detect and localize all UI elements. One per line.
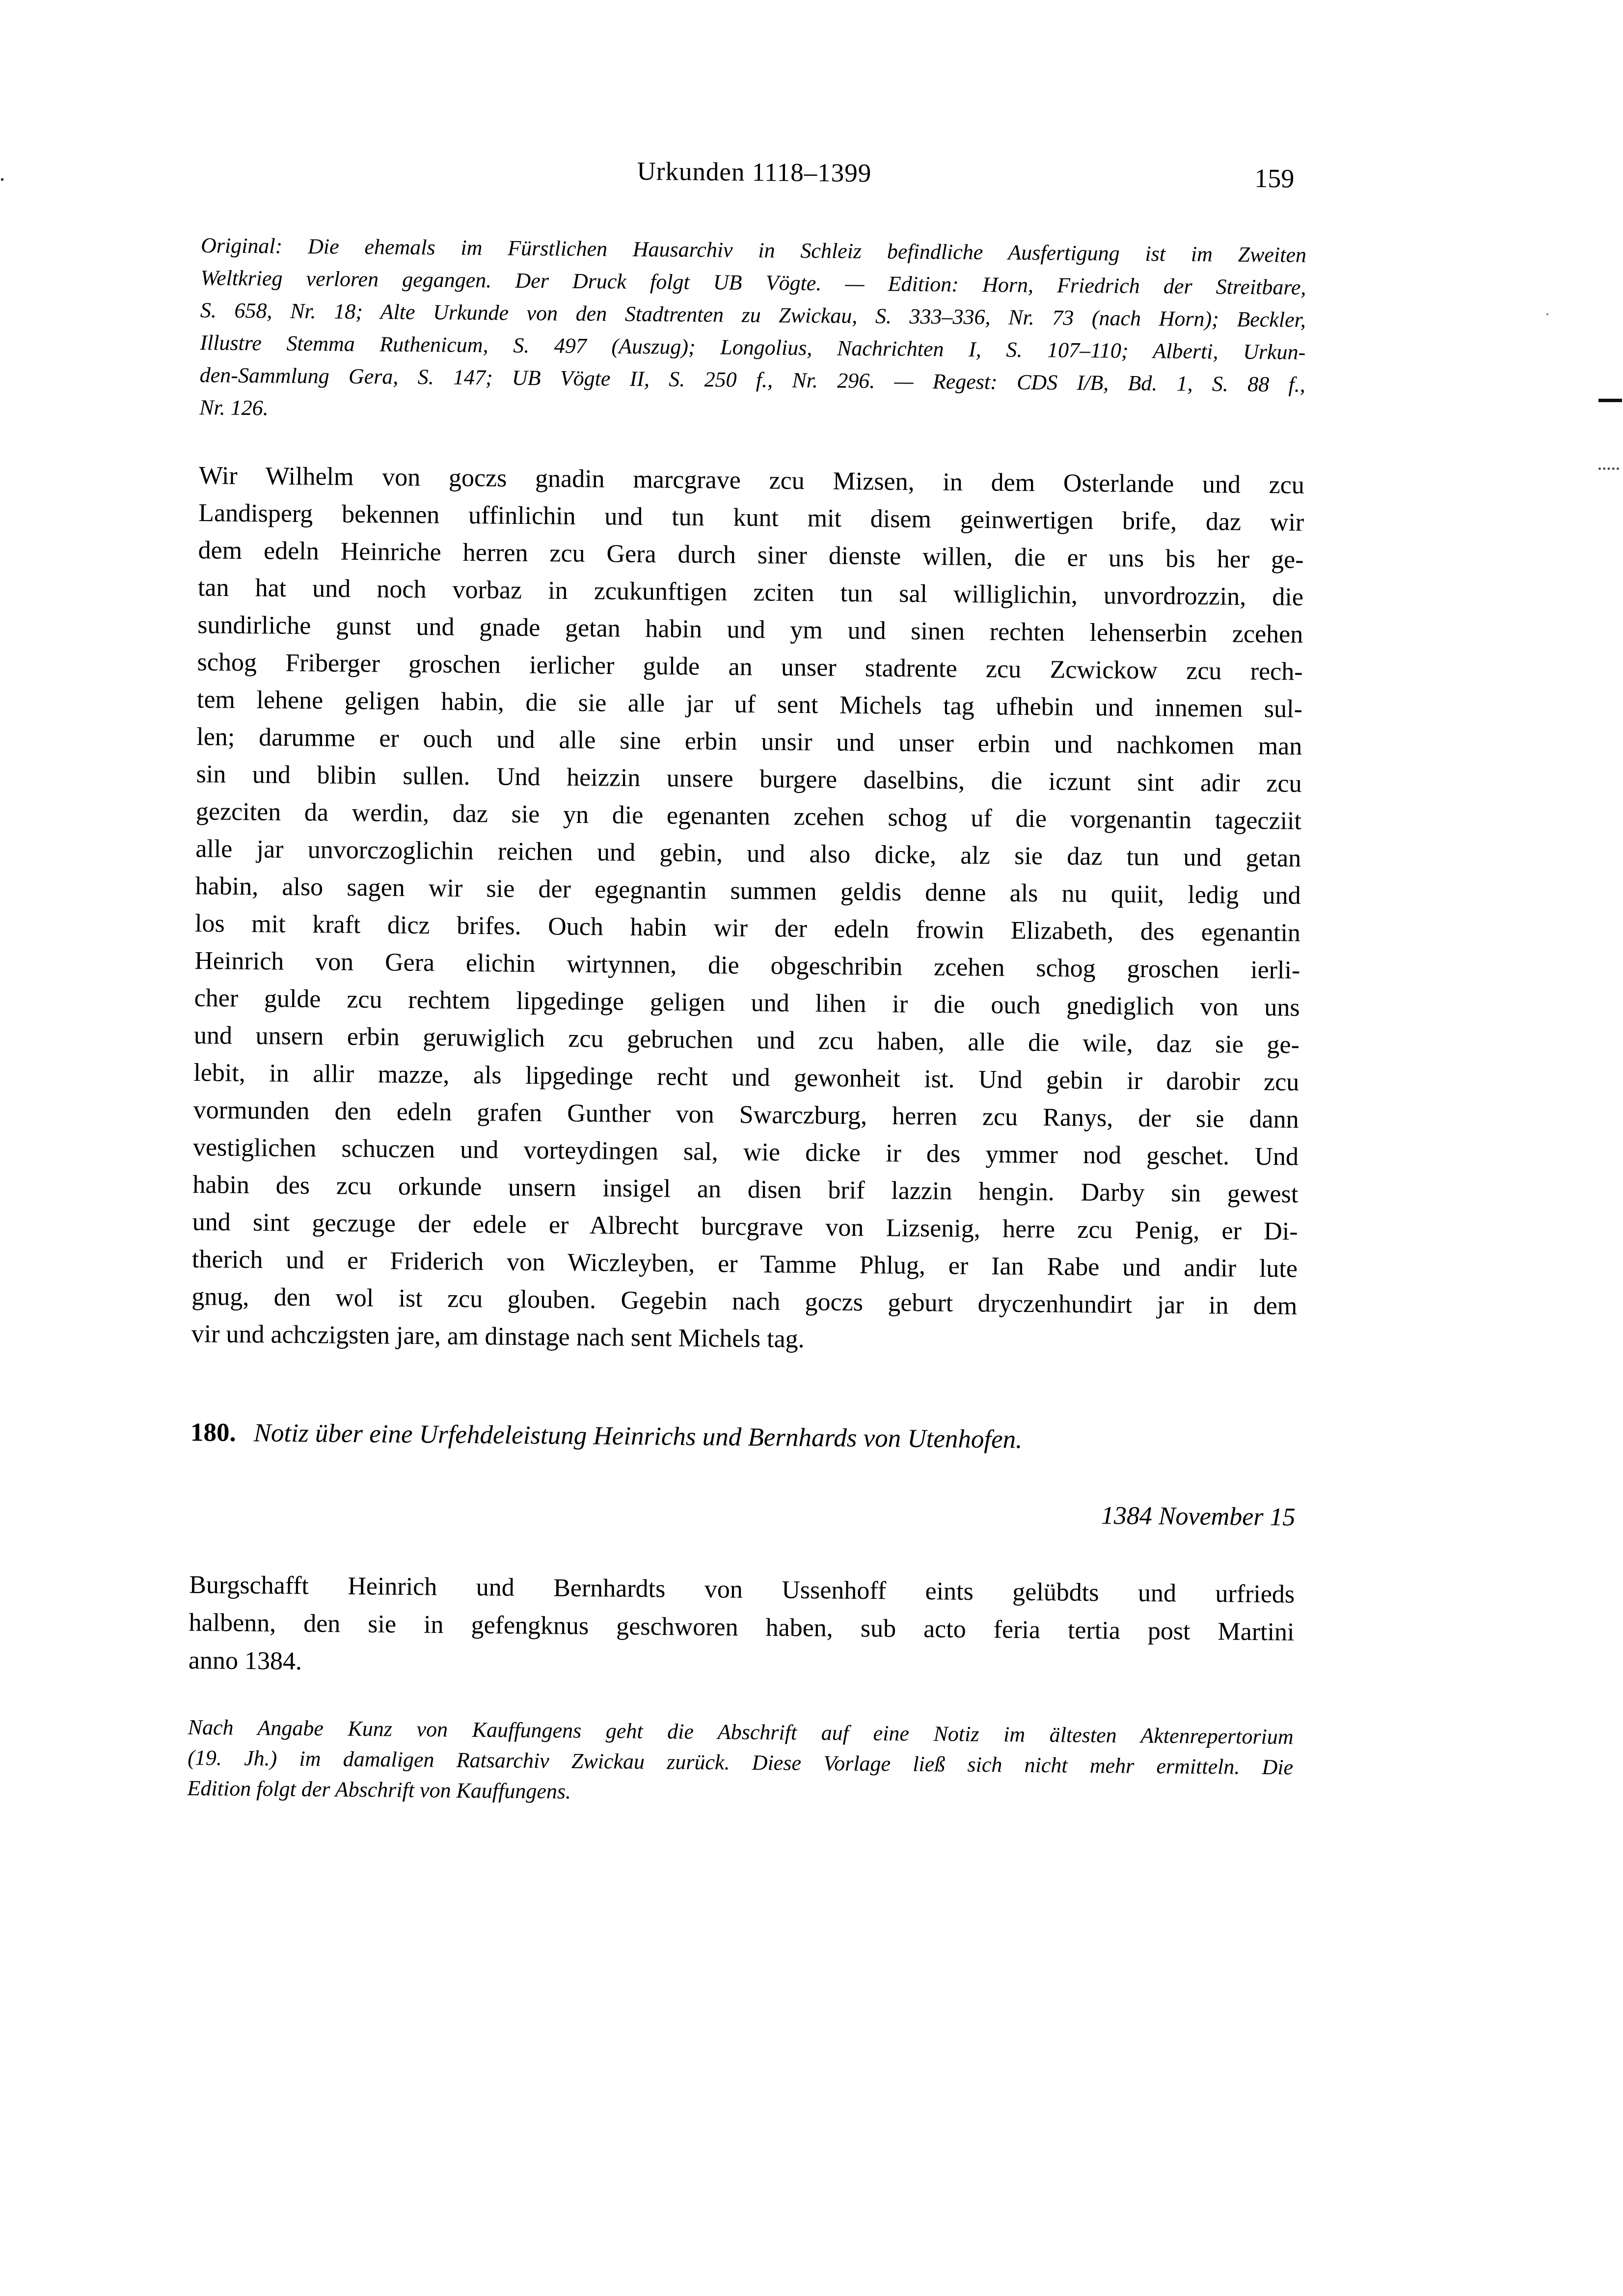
entry-title: Notiz über eine Urfehdeleistung Heinrichs und Bernhards von Utenhofen. <box>253 1419 1023 1454</box>
provenance-note <box>199 229 1306 434</box>
text-line: Edition folgt der Abschrift von Kauffungens. <box>187 1776 571 1804</box>
charter-text <box>191 457 1304 1363</box>
text-line: Weltkrieg verloren gegangen. Der Druck folgt UB Vögte. — Edition: Horn, Friedrich der Streitbare, <box>200 266 1306 300</box>
entry-date: 1384 November 15 <box>1101 1502 1296 1531</box>
text-line: habin des zcu orkunde unsern insigel an disen brif lazzin hengin. Darby sin gewest <box>192 1171 1298 1208</box>
text-line: halbenn, den sie in gefengknus geschworen haben, sub acto feria tertia post Martini <box>189 1609 1295 1646</box>
scan-speck <box>1 178 3 181</box>
text-line: Wir Wilhelm von goczs gnadin marcgrave zcu Mizsen, in dem Osterlande und zcu <box>198 462 1305 499</box>
text-line: habin, also sagen wir sie der egegnantin summen geldis denne als nu quiit, ledig und <box>195 872 1301 910</box>
page-number: 159 <box>1254 163 1295 193</box>
edition-note <box>187 1712 1294 1813</box>
entry-number: 180. <box>190 1418 236 1447</box>
text-line: Burgschafft Heinrich und Bernhardts von Ussenhoff eints gelübdts und urfrieds <box>189 1571 1295 1609</box>
text-line: sundirliche gunst und gnade getan habin und ym und sinen rechten lehenserbin zcehen <box>197 611 1303 649</box>
text-line: Illustre Stemma Ruthenicum, S. 497 (Auszug); Longolius, Nachrichten I, S. 107–110; Alberti, Urkun- <box>200 330 1306 364</box>
text-line: los mit kraft dicz brifes. Ouch habin wir der edeln frowin Elizabeth, des egenantin <box>194 909 1301 947</box>
text-line: cher gulde zcu rechtem lipgedinge geligen und lihen ir die ouch gnediglich von uns <box>194 984 1300 1022</box>
text-line: anno 1384. <box>188 1646 302 1676</box>
text-line: Nr. 126. <box>199 395 269 420</box>
text-line: und unsern erbin geruwiglich zcu gebruchen und zcu haben, alle die wile, daz sie ge- <box>193 1021 1300 1059</box>
page-header <box>201 153 1307 202</box>
running-title: Urkunden 1118–1399 <box>637 157 872 188</box>
text-line: den-Sammlung Gera, S. 147; UB Vögte II, S. 250 f., Nr. 296. — Regest: CDS I/B, Bd. 1, S. 88 f., <box>199 363 1305 397</box>
text-line: S. 658, Nr. 18; Alte Urkunde von den Stadtrenten zu Zwickau, S. 333–336, Nr. 73 (nach Horn); Beckler, <box>200 298 1306 332</box>
text-line: Nach Angabe Kunz von Kauffungens geht die Abschrift auf eine Notiz im ältesten Aktenrepertorium <box>188 1715 1294 1749</box>
text-line: gnug, den wol ist zcu glouben. Gegebin nach goczs geburt dryczenhundirt jar in dem <box>191 1283 1298 1320</box>
entry-heading <box>190 1418 1296 1457</box>
text-line: gezciten da werdin, daz sie yn die egenanten zcehen schog uf die vorgenantin tagecziit <box>195 797 1302 835</box>
text-line: vestiglichen schuczen und vorteydingen sal, wie dicke ir des ymmer nod geschet. Und <box>192 1133 1299 1171</box>
text-line: vormunden den edeln grafen Gunther von Swarczburg, herren zcu Ranys, der sie dann <box>193 1096 1299 1134</box>
text-line: therich und er Friderich von Wiczleyben, er Tamme Phlug, er Ian Rabe und andir lute <box>191 1245 1298 1283</box>
margin-pen-dots <box>1598 467 1619 470</box>
text-line: und sint geczuge der edele er Albrecht burcgrave von Lizsenig, herre zcu Penig, er Di- <box>192 1208 1298 1246</box>
scan-speck <box>1546 313 1548 315</box>
text-line: alle jar unvorczoglichin reichen und gebin, und also dicke, alz sie daz tun und getan <box>195 835 1301 873</box>
text-line: Heinrich von Gera elichin wirtynnen, die obgeschribin zcehen schog groschen ierli- <box>194 947 1300 984</box>
text-line: Original: Die ehemals im Fürstlichen Hausarchiv in Schleiz befindliche Ausfertigung ist im Zweiten <box>200 233 1307 267</box>
margin-pen-dash <box>1598 399 1622 402</box>
entry-text <box>189 1566 1295 1689</box>
text-line: schog Friberger groschen ierlicher gulde an unser stadrente zcu Zcwickow zcu rech- <box>197 648 1303 686</box>
text-line: lebit, in allir mazze, als lipgedinge recht und gewonheit ist. Und gebin ir darobir zcu <box>193 1059 1299 1096</box>
text-line: tan hat und noch vorbaz in zcukunftigen zciten tun sal williglichin, unvordrozzin, die <box>197 574 1304 611</box>
text-line: len; darumme er ouch und alle sine erbin unsir und unser erbin und nachkomen man <box>196 723 1302 761</box>
text-line: (19. Jh.) im damaligen Ratsarchiv Zwickau zurück. Diese Vorlage ließ sich nicht mehr ermitteln. Die <box>187 1746 1294 1779</box>
text-line: tem lehene geligen habin, die sie alle jar uf sent Michels tag ufhebin und innemen sul- <box>196 685 1303 723</box>
text-line: Landisperg bekennen uffinlichin und tun kunt mit disem geinwertigen brife, daz wir <box>198 499 1304 537</box>
text-line: sin und blibin sullen. Und heizzin unsere burgere daselbins, die iczunt sint adir zcu <box>196 760 1302 798</box>
text-line: dem edeln Heinriche herren zcu Gera durch siner dienste willen, die er uns bis her ge- <box>198 536 1304 574</box>
text-line: vir und achczigsten jare, am dinstage nach sent Michels tag. <box>191 1320 805 1353</box>
